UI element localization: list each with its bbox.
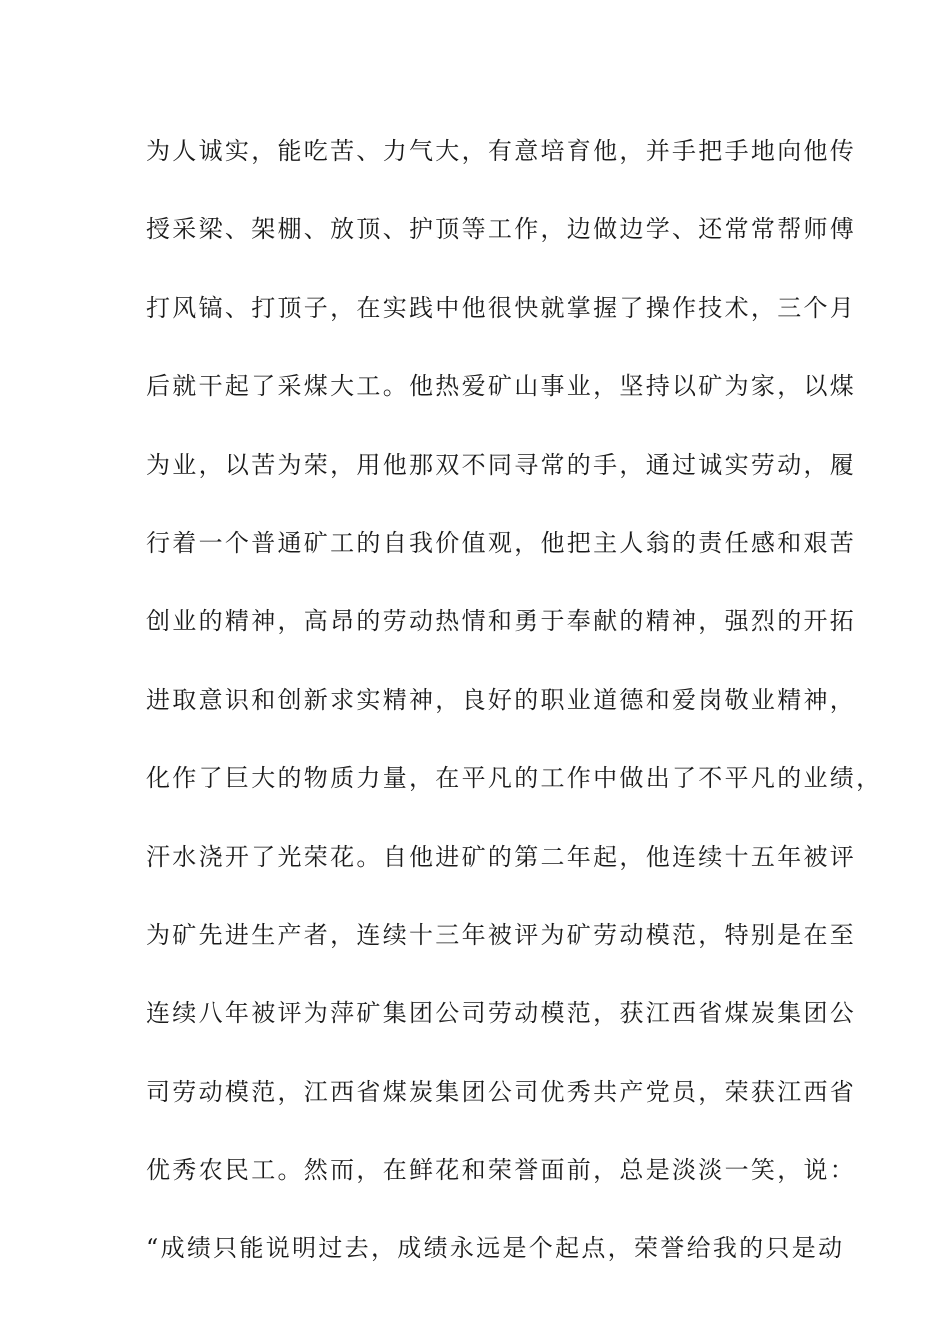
text-line-10: 汗水浇开了光荣花。自他进矿的第二年起，他连续十五年被评 <box>146 842 857 871</box>
text-line-4: 后就干起了采煤大工。他热爱矿山事业，坚持以矿为家，以煤 <box>146 372 857 401</box>
text-line-9: 化作了巨大的物质力量，在平凡的工作中做出了不平凡的业绩， <box>146 764 883 793</box>
text-line-15: “成绩只能说明过去，成绩永远是个起点，荣誉给我的只是动 <box>146 1234 845 1263</box>
body-text <box>146 131 883 1307</box>
text-line-7: 创业的精神，高昂的劳动热情和勇于奉献的精神，强烈的开拓 <box>146 607 857 636</box>
text-line-12: 连续八年被评为萍矿集团公司劳动模范，获江西省煤炭集团公 <box>146 999 857 1028</box>
text-line-5: 为业，以苦为荣，用他那双不同寻常的手，通过诚实劳动，履 <box>146 450 857 479</box>
text-line-3: 打风镐、打顶子，在实践中他很快就掌握了操作技术，三个月 <box>146 293 857 322</box>
text-line-2: 授采梁、架棚、放顶、护顶等工作，边做边学、还常常帮师傅 <box>146 215 857 244</box>
text-line-13: 司劳动模范，江西省煤炭集团公司优秀共产党员，荣获江西省 <box>146 1077 857 1106</box>
text-line-6: 行着一个普通矿工的自我价值观，他把主人翁的责任感和艰苦 <box>146 528 857 557</box>
text-line-1: 为人诚实，能吃苦、力气大，有意培育他，并手把手地向他传 <box>146 137 857 165</box>
text-line-8: 进取意识和创新求实精神，良好的职业道德和爱岗敬业精神， <box>146 685 857 714</box>
text-line-11: 为矿先进生产者，连续十三年被评为矿劳动模范，特别是在至 <box>146 920 857 949</box>
text-line-14: 优秀农民工。然而，在鲜花和荣誉面前，总是淡淡一笑，说： <box>146 1156 857 1185</box>
